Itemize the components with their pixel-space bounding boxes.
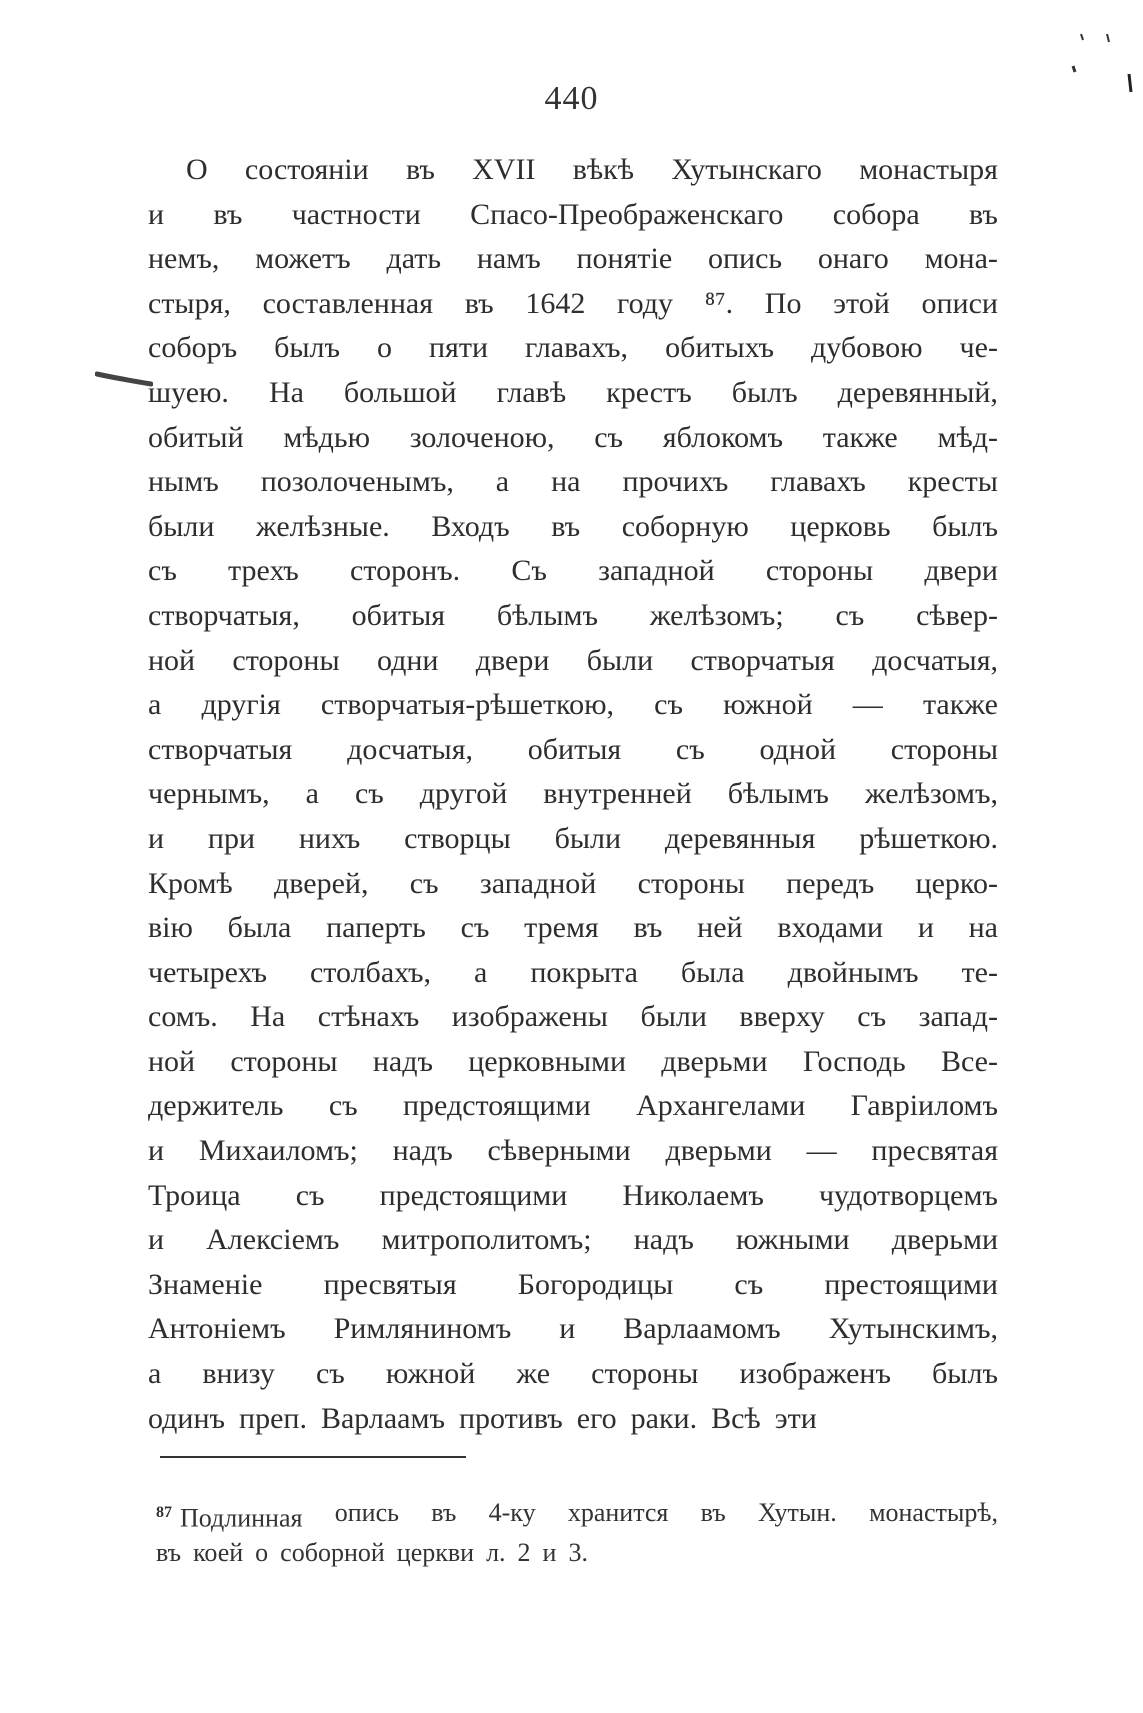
text-line [148, 817, 998, 862]
text-line [148, 594, 998, 639]
word: предстоящими [403, 1089, 591, 1123]
word: опись [334, 1498, 399, 1527]
word: Кромѣ [148, 866, 233, 900]
word: 3. [568, 1538, 588, 1567]
word: дубовою [811, 331, 923, 365]
word: стыря, [148, 286, 231, 320]
word: также [822, 420, 898, 454]
word: и [559, 1312, 576, 1346]
page-number: 440 [544, 80, 599, 117]
word: По [764, 286, 802, 320]
word: въ [633, 911, 663, 945]
word: съ [148, 554, 177, 588]
word: западной [598, 554, 715, 588]
word: и [542, 1538, 557, 1567]
word: желѣзные. [255, 509, 390, 543]
text-line [148, 1263, 998, 1308]
word: Николаемъ [622, 1178, 764, 1212]
word: прочихъ [622, 465, 729, 499]
text-line [148, 1307, 998, 1352]
word: дверьми [661, 1044, 768, 1078]
word: створчатыя-рѣшеткою, [320, 688, 615, 722]
word: вверху [739, 1000, 825, 1034]
word: вiю [148, 911, 193, 945]
word: входами [777, 911, 884, 945]
word: сѣверными [487, 1134, 631, 1168]
word: а [305, 777, 319, 811]
text-line [148, 1129, 998, 1174]
word: — [806, 1134, 837, 1168]
text-line [148, 326, 998, 371]
word: соборъ [148, 331, 238, 365]
word: южной [385, 1357, 476, 1391]
word: мѣд- [937, 420, 998, 454]
word: съ [315, 1357, 345, 1391]
word: 2 [517, 1538, 531, 1567]
word: въ [551, 509, 581, 543]
word: составленная [262, 286, 434, 320]
word: были [148, 509, 215, 543]
word: раки. [630, 1401, 698, 1435]
word: и [917, 911, 934, 945]
word: церковными [468, 1044, 627, 1078]
word: л. [486, 1538, 506, 1567]
word: Съ [511, 554, 547, 588]
word: западной [479, 866, 597, 900]
word: былъ [731, 375, 798, 409]
footnotes [156, 1493, 998, 1573]
word: въ [700, 1498, 726, 1527]
word: На [268, 375, 304, 409]
word: съ [328, 1089, 358, 1123]
word: Троица [148, 1178, 241, 1212]
text-line [148, 371, 998, 416]
word: стороны [230, 1044, 338, 1078]
word: предстоящими [379, 1178, 568, 1212]
word: те- [961, 955, 998, 989]
text-line [148, 1174, 998, 1219]
word: золоченою, [409, 420, 555, 454]
text-line [148, 683, 998, 728]
word: двери [475, 643, 550, 677]
text-line [148, 728, 998, 773]
word: дверьми [665, 1134, 772, 1168]
word: мѣдью [283, 420, 370, 454]
word: южной [723, 688, 813, 722]
word: была [227, 911, 292, 945]
word: надъ [372, 1044, 433, 1078]
ink-smudge [95, 368, 153, 388]
word: съ [594, 420, 624, 454]
word: были [586, 643, 654, 677]
word: желѣзомъ, [864, 777, 998, 811]
text-line [148, 1218, 998, 1263]
word: году [617, 286, 673, 320]
text-line [148, 237, 998, 282]
word: этой [833, 286, 890, 320]
word: сомъ. [148, 1000, 218, 1034]
word: желѣзомъ; [649, 598, 784, 632]
word: внутренней [543, 777, 692, 811]
word: Хутынскимъ, [828, 1312, 998, 1346]
word: преп. [239, 1401, 307, 1435]
word: престоящими [824, 1267, 998, 1301]
word: крестъ [606, 375, 692, 409]
text-line [148, 1084, 998, 1129]
word: рѣшеткою. [859, 821, 998, 855]
word: сѣвер- [916, 598, 998, 632]
word: створчатыя [148, 732, 293, 766]
word: Алексiемъ [206, 1223, 340, 1257]
word: былъ [274, 331, 340, 365]
word: онаго [817, 242, 889, 276]
word: дверей, [274, 866, 369, 900]
text-line [148, 282, 998, 327]
word: Антонiемъ [148, 1312, 286, 1346]
word: нихъ [298, 821, 361, 855]
word: створчатыя [690, 643, 835, 677]
word: монастыря [859, 153, 998, 186]
word: шуею. [148, 375, 229, 409]
word: съ [354, 777, 384, 811]
word: противъ [459, 1401, 563, 1435]
text-line [148, 1352, 998, 1397]
word: дать [386, 242, 442, 276]
word: чернымъ, [148, 777, 270, 811]
word: стороны [591, 1357, 699, 1391]
word: намъ [476, 242, 541, 276]
footnote-divider [160, 1456, 466, 1458]
word: и [148, 821, 165, 855]
text-line [148, 951, 998, 996]
word: Всѣ [711, 1401, 761, 1435]
word: одной [759, 732, 836, 766]
word: въ [213, 197, 243, 231]
word: четырехъ [148, 955, 267, 989]
word: описи [921, 286, 998, 320]
word: церкви [396, 1538, 475, 1567]
word: о [377, 331, 392, 365]
word: одни [376, 643, 439, 677]
word: трехъ [228, 554, 299, 588]
word: створчатыя, [148, 598, 300, 632]
word: большой [343, 375, 457, 409]
text-line [148, 906, 998, 951]
text-line [148, 995, 998, 1040]
word: и [148, 1223, 165, 1257]
word: южными [735, 1223, 850, 1257]
word: деревянныя [664, 821, 816, 855]
word: нымъ [148, 465, 219, 499]
word: частности [291, 197, 421, 231]
word: пресвятыя [323, 1267, 457, 1301]
word: съ [835, 598, 865, 632]
footnote-line [156, 1493, 998, 1533]
word: съ [675, 732, 705, 766]
word: че- [959, 331, 998, 365]
word: покрыта [530, 955, 638, 989]
footnote-marker: 87 [156, 1504, 172, 1521]
word: при [207, 821, 255, 855]
word: можетъ [255, 242, 351, 276]
word: на [968, 911, 998, 945]
word: понятiе [576, 242, 673, 276]
word: стороны [890, 732, 998, 766]
word: обитый [148, 420, 244, 454]
word: держитель [148, 1089, 284, 1123]
word: а [148, 1357, 162, 1391]
word: стѣнахъ [317, 1000, 420, 1034]
word: Варлаамъ [320, 1401, 445, 1435]
word: двери [924, 554, 998, 588]
word: были [554, 821, 622, 855]
word: чудотворцемъ [818, 1178, 998, 1212]
word: паперть [326, 911, 426, 945]
text-line [148, 460, 998, 505]
text-line [148, 772, 998, 817]
word: вѣкѣ [572, 153, 635, 186]
word: Подлинная [180, 1503, 303, 1533]
word: надъ [633, 1223, 694, 1257]
word: стороны [637, 866, 745, 900]
word: Знаменiе [148, 1267, 263, 1301]
word: въ [431, 1498, 457, 1527]
word: Спасо-Преображенскаго [470, 197, 784, 231]
word: опись [707, 242, 783, 276]
text-line [148, 549, 998, 594]
word: ной [148, 1044, 196, 1078]
word: деревянный, [837, 375, 998, 409]
word: монастырѣ, [869, 1498, 998, 1527]
word: въ [156, 1538, 182, 1567]
word: его [576, 1401, 617, 1435]
word: былъ [932, 509, 998, 543]
word: Все- [940, 1044, 998, 1078]
text-line [148, 416, 998, 461]
word: стороны [232, 643, 340, 677]
word: съ [460, 911, 490, 945]
word: изображенъ [739, 1357, 891, 1391]
word: внизу [202, 1357, 275, 1391]
word: Гаврiиломъ [850, 1089, 998, 1123]
word: дверьми [891, 1223, 998, 1257]
word: а [495, 465, 510, 499]
text-line [148, 639, 998, 684]
word: была [680, 955, 745, 989]
word: створцы [404, 821, 511, 855]
word: кресты [907, 465, 998, 499]
word: съ [734, 1267, 764, 1301]
word: надъ [392, 1134, 453, 1168]
word: Архангелами [636, 1089, 806, 1123]
word: XVII [472, 153, 536, 186]
word: 4-ку [488, 1498, 536, 1527]
word: о [255, 1538, 269, 1567]
text-line [148, 862, 998, 907]
word: съ [409, 866, 439, 900]
word: ней [697, 911, 743, 945]
word: На [250, 1000, 286, 1034]
word: главахъ, [525, 331, 629, 365]
word: одинъ [148, 1401, 226, 1435]
word: церко- [915, 866, 998, 900]
word: пяти [429, 331, 489, 365]
word: пресвятая [871, 1134, 998, 1168]
word: обитыя [351, 598, 446, 632]
word: бѣлымъ [496, 598, 599, 632]
word: другой [419, 777, 508, 811]
word: передъ [786, 866, 875, 900]
word: собора [832, 197, 920, 231]
word: соборной [280, 1538, 385, 1567]
word: 1642 [525, 286, 586, 320]
word: съ [857, 1000, 887, 1034]
word: столбахъ, [309, 955, 432, 989]
word: въ [969, 197, 998, 231]
word: былъ [932, 1357, 998, 1391]
word: съ [654, 688, 683, 722]
word: на [551, 465, 581, 499]
text-line [148, 1397, 998, 1442]
word: досчатыя, [872, 643, 998, 677]
word: эти [774, 1401, 817, 1435]
word: въ [464, 286, 494, 320]
word: также [922, 688, 998, 722]
body-text [148, 148, 998, 1441]
word: изображены [451, 1000, 608, 1034]
word: а [148, 688, 162, 722]
text-line [148, 505, 998, 550]
word: Хутын. [758, 1498, 837, 1527]
word: сторонъ. [350, 554, 461, 588]
word: ной [148, 643, 196, 677]
word: состоянiи [244, 153, 369, 186]
word: Римляниномъ [333, 1312, 512, 1346]
word: въ [405, 153, 435, 186]
word: Михаиломъ; [198, 1134, 358, 1168]
word: главахъ [770, 465, 866, 499]
word: стороны [765, 554, 874, 588]
word: коей [193, 1538, 244, 1567]
word: яблокомъ [662, 420, 784, 454]
word: церковь [790, 509, 891, 543]
word: а [474, 955, 488, 989]
word: Входъ [431, 509, 510, 543]
word: хранится [567, 1498, 669, 1527]
text-line [148, 193, 998, 238]
word: досчатыя, [347, 732, 474, 766]
word: же [516, 1357, 551, 1391]
word: обитыхъ [665, 331, 775, 365]
word: тремя [524, 911, 599, 945]
word: позолоченымъ, [260, 465, 454, 499]
text-line [148, 1040, 998, 1085]
word: были [640, 1000, 707, 1034]
word: немъ, [148, 242, 220, 276]
word: Варлаамомъ [623, 1312, 781, 1346]
word: главѣ [496, 375, 567, 409]
word: митрополитомъ; [381, 1223, 592, 1257]
word: — [852, 688, 883, 722]
word: бѣлымъ [727, 777, 829, 811]
word: съ [295, 1178, 325, 1212]
word: О [186, 153, 208, 186]
word: и [148, 197, 165, 231]
word: мона- [924, 242, 998, 276]
word: и [148, 1134, 165, 1168]
word: Богородицы [517, 1267, 674, 1301]
scan-specks [1023, 20, 1143, 110]
word: ⁸⁷. [704, 286, 734, 320]
word: Господь [802, 1044, 906, 1078]
footnote-line [156, 1533, 998, 1573]
word: двойнымъ [787, 955, 919, 989]
word: запад- [918, 1000, 998, 1034]
text-line [148, 148, 998, 193]
word: соборную [621, 509, 749, 543]
word: Хутынскаго [671, 153, 822, 186]
word: обитыя [527, 732, 622, 766]
word: другiя [201, 688, 281, 722]
